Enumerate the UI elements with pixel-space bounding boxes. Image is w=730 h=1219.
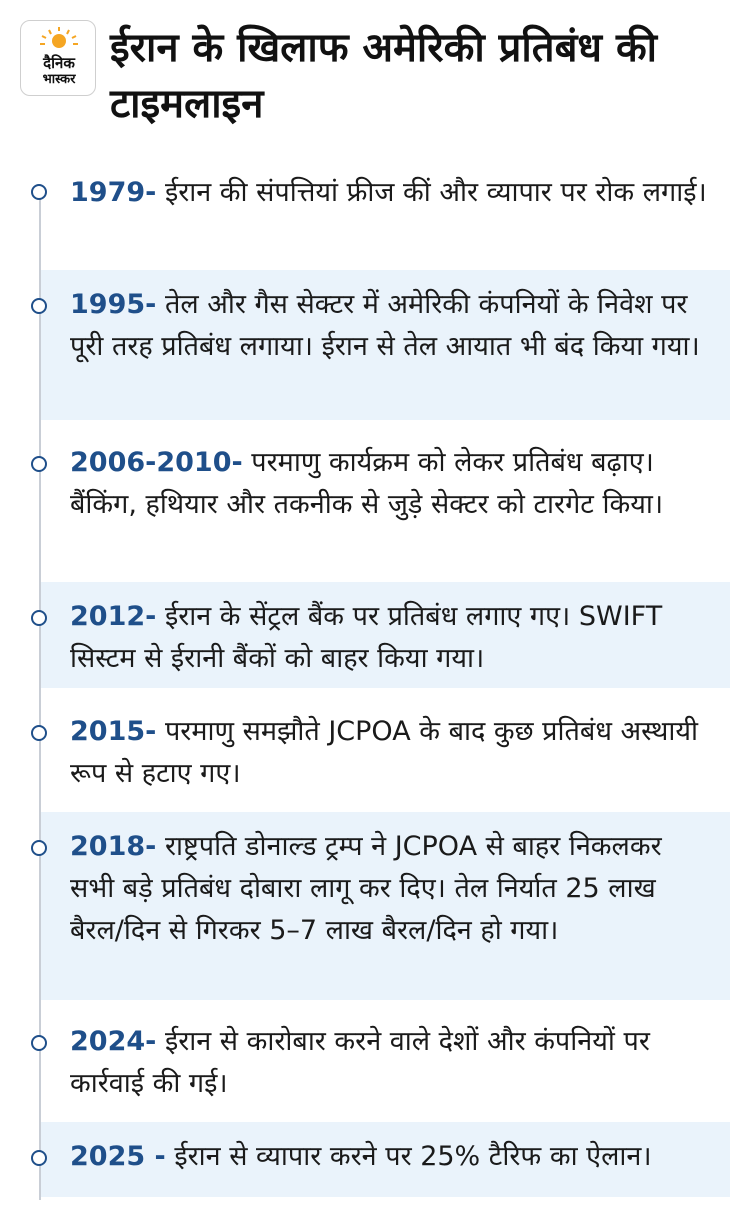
timeline-item-text bbox=[70, 1021, 710, 1105]
timeline-year: 2018- bbox=[70, 831, 157, 862]
timeline-item-text bbox=[70, 1136, 710, 1178]
timeline-description: ईरान के सेंट्रल बैंक पर प्रतिबंध लगाए गए। SWIFT सिस्टम से ईरानी बैंकों को बाहर किया गया। bbox=[70, 601, 663, 674]
timeline-description: राष्ट्रपति डोनाल्ड ट्रम्प ने JCPOA से बाहर निकलकर सभी बड़े प्रतिबंध दोबारा लागू कर दिए। तेल निर्यात 25 लाख बैरल/दिन से गिरकर 5–7 लाख बैरल/दिन हो गया। bbox=[70, 831, 662, 946]
timeline-year: 2006-2010- bbox=[70, 447, 243, 478]
timeline-item-2024 bbox=[0, 1005, 730, 1115]
timeline-year: 2025 - bbox=[70, 1141, 166, 1172]
timeline-item-2012 bbox=[41, 582, 730, 688]
timeline-year: 1995- bbox=[70, 289, 157, 320]
timeline-item-2015 bbox=[0, 695, 730, 805]
timeline-item-1979 bbox=[0, 168, 730, 268]
timeline-dot bbox=[31, 840, 47, 856]
timeline-dot bbox=[31, 1035, 47, 1051]
page-title: ईरान के खिलाफ अमेरिकी प्रतिबंध की टाइमलाइन bbox=[110, 25, 658, 127]
timeline-item-2018 bbox=[41, 812, 730, 1000]
timeline-dot bbox=[31, 298, 47, 314]
timeline-dot bbox=[31, 610, 47, 626]
timeline-description: परमाणु समझौते JCPOA के बाद कुछ प्रतिबंध अस्थायी रूप से हटाए गए। bbox=[70, 716, 698, 789]
timeline-item-2025 bbox=[41, 1122, 730, 1197]
timeline-item-text bbox=[70, 826, 710, 952]
header bbox=[0, 0, 730, 170]
timeline-item-text bbox=[70, 172, 710, 214]
timeline-year: 2024- bbox=[70, 1026, 157, 1057]
timeline-dot bbox=[31, 725, 47, 741]
timeline-dot bbox=[31, 1150, 47, 1166]
logo-text-line1: दैनिक bbox=[43, 54, 75, 72]
timeline-item-text bbox=[70, 596, 710, 680]
logo-text-line2: भास्कर bbox=[42, 72, 76, 87]
timeline-year: 2012- bbox=[70, 601, 157, 632]
timeline-description: ईरान से व्यापार करने पर 25% टैरिफ का ऐलान। bbox=[165, 1141, 652, 1172]
timeline-dot bbox=[31, 184, 47, 200]
timeline-description: तेल और गैस सेक्टर में अमेरिकी कंपनियों के निवेश पर पूरी तरह प्रतिबंध लगाया। ईरान से तेल आयात भी बंद किया गया। bbox=[70, 289, 700, 362]
timeline-year: 2015- bbox=[70, 716, 157, 747]
timeline-item-text bbox=[70, 442, 710, 526]
timeline-item-text bbox=[70, 284, 710, 368]
timeline-item-text bbox=[70, 711, 710, 795]
timeline-description: परमाणु कार्यक्रम को लेकर प्रतिबंध बढ़ाए। बैंकिंग, हथियार और तकनीक से जुड़े सेक्टर को टारगेट किया। bbox=[70, 447, 664, 520]
timeline-dot bbox=[31, 456, 47, 472]
timeline-item-2006-2010 bbox=[0, 430, 730, 575]
timeline-year: 1979- bbox=[70, 177, 157, 208]
timeline-description: ईरान से कारोबार करने वाले देशों और कंपनियों पर कार्रवाई की गई। bbox=[70, 1026, 650, 1099]
timeline-description: ईरान की संपत्तियां फ्रीज कीं और व्यापार पर रोक लगाई। bbox=[156, 177, 707, 208]
dainik-bhaskar-logo bbox=[20, 20, 96, 96]
timeline-item-1995 bbox=[41, 270, 730, 420]
